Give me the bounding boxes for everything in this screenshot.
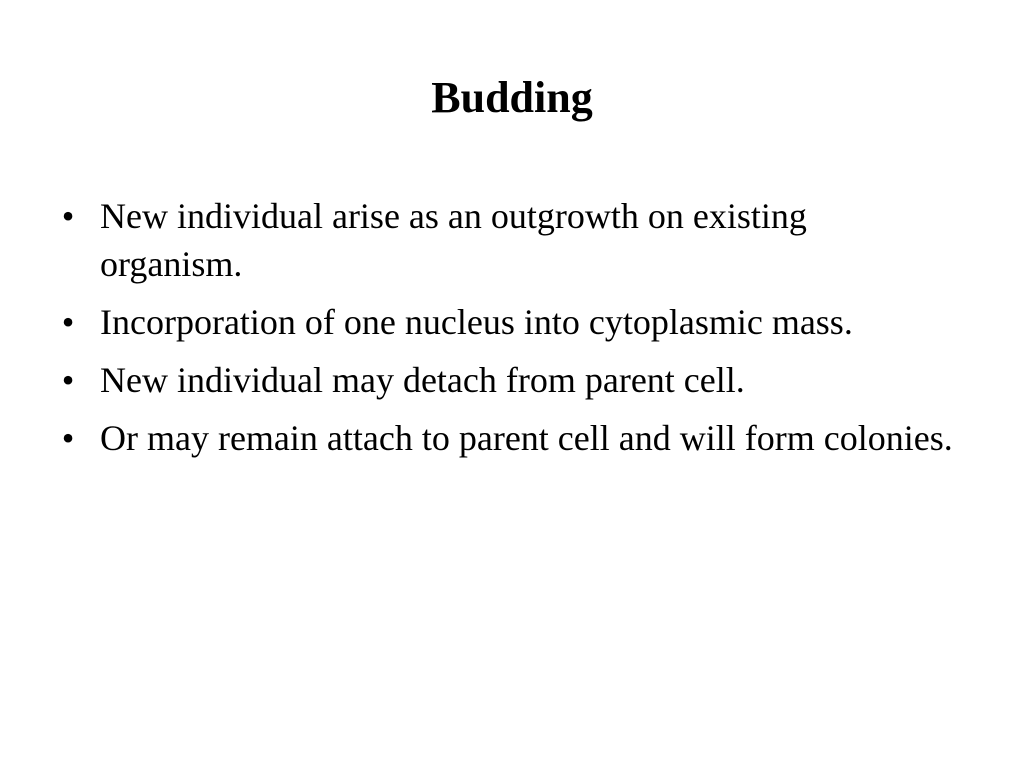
bullet-item xyxy=(58,298,958,346)
bullet-icon: • xyxy=(61,196,75,236)
bullet-text: Or may remain attach to parent cell and will form colonies. xyxy=(100,418,953,458)
bullet-list xyxy=(58,192,958,472)
bullet-icon: • xyxy=(61,418,75,458)
bullet-text: New individual arise as an outgrowth on existing organism. xyxy=(100,196,807,284)
bullet-text: New individual may detach from parent cell. xyxy=(100,360,745,400)
bullet-item xyxy=(58,192,958,288)
bullet-icon: • xyxy=(61,360,75,400)
bullet-icon: • xyxy=(61,302,75,342)
bullet-item xyxy=(58,414,958,462)
bullet-text: Incorporation of one nucleus into cytoplasmic mass. xyxy=(100,302,853,342)
bullet-item xyxy=(58,356,958,404)
slide-title: Budding xyxy=(431,73,593,122)
